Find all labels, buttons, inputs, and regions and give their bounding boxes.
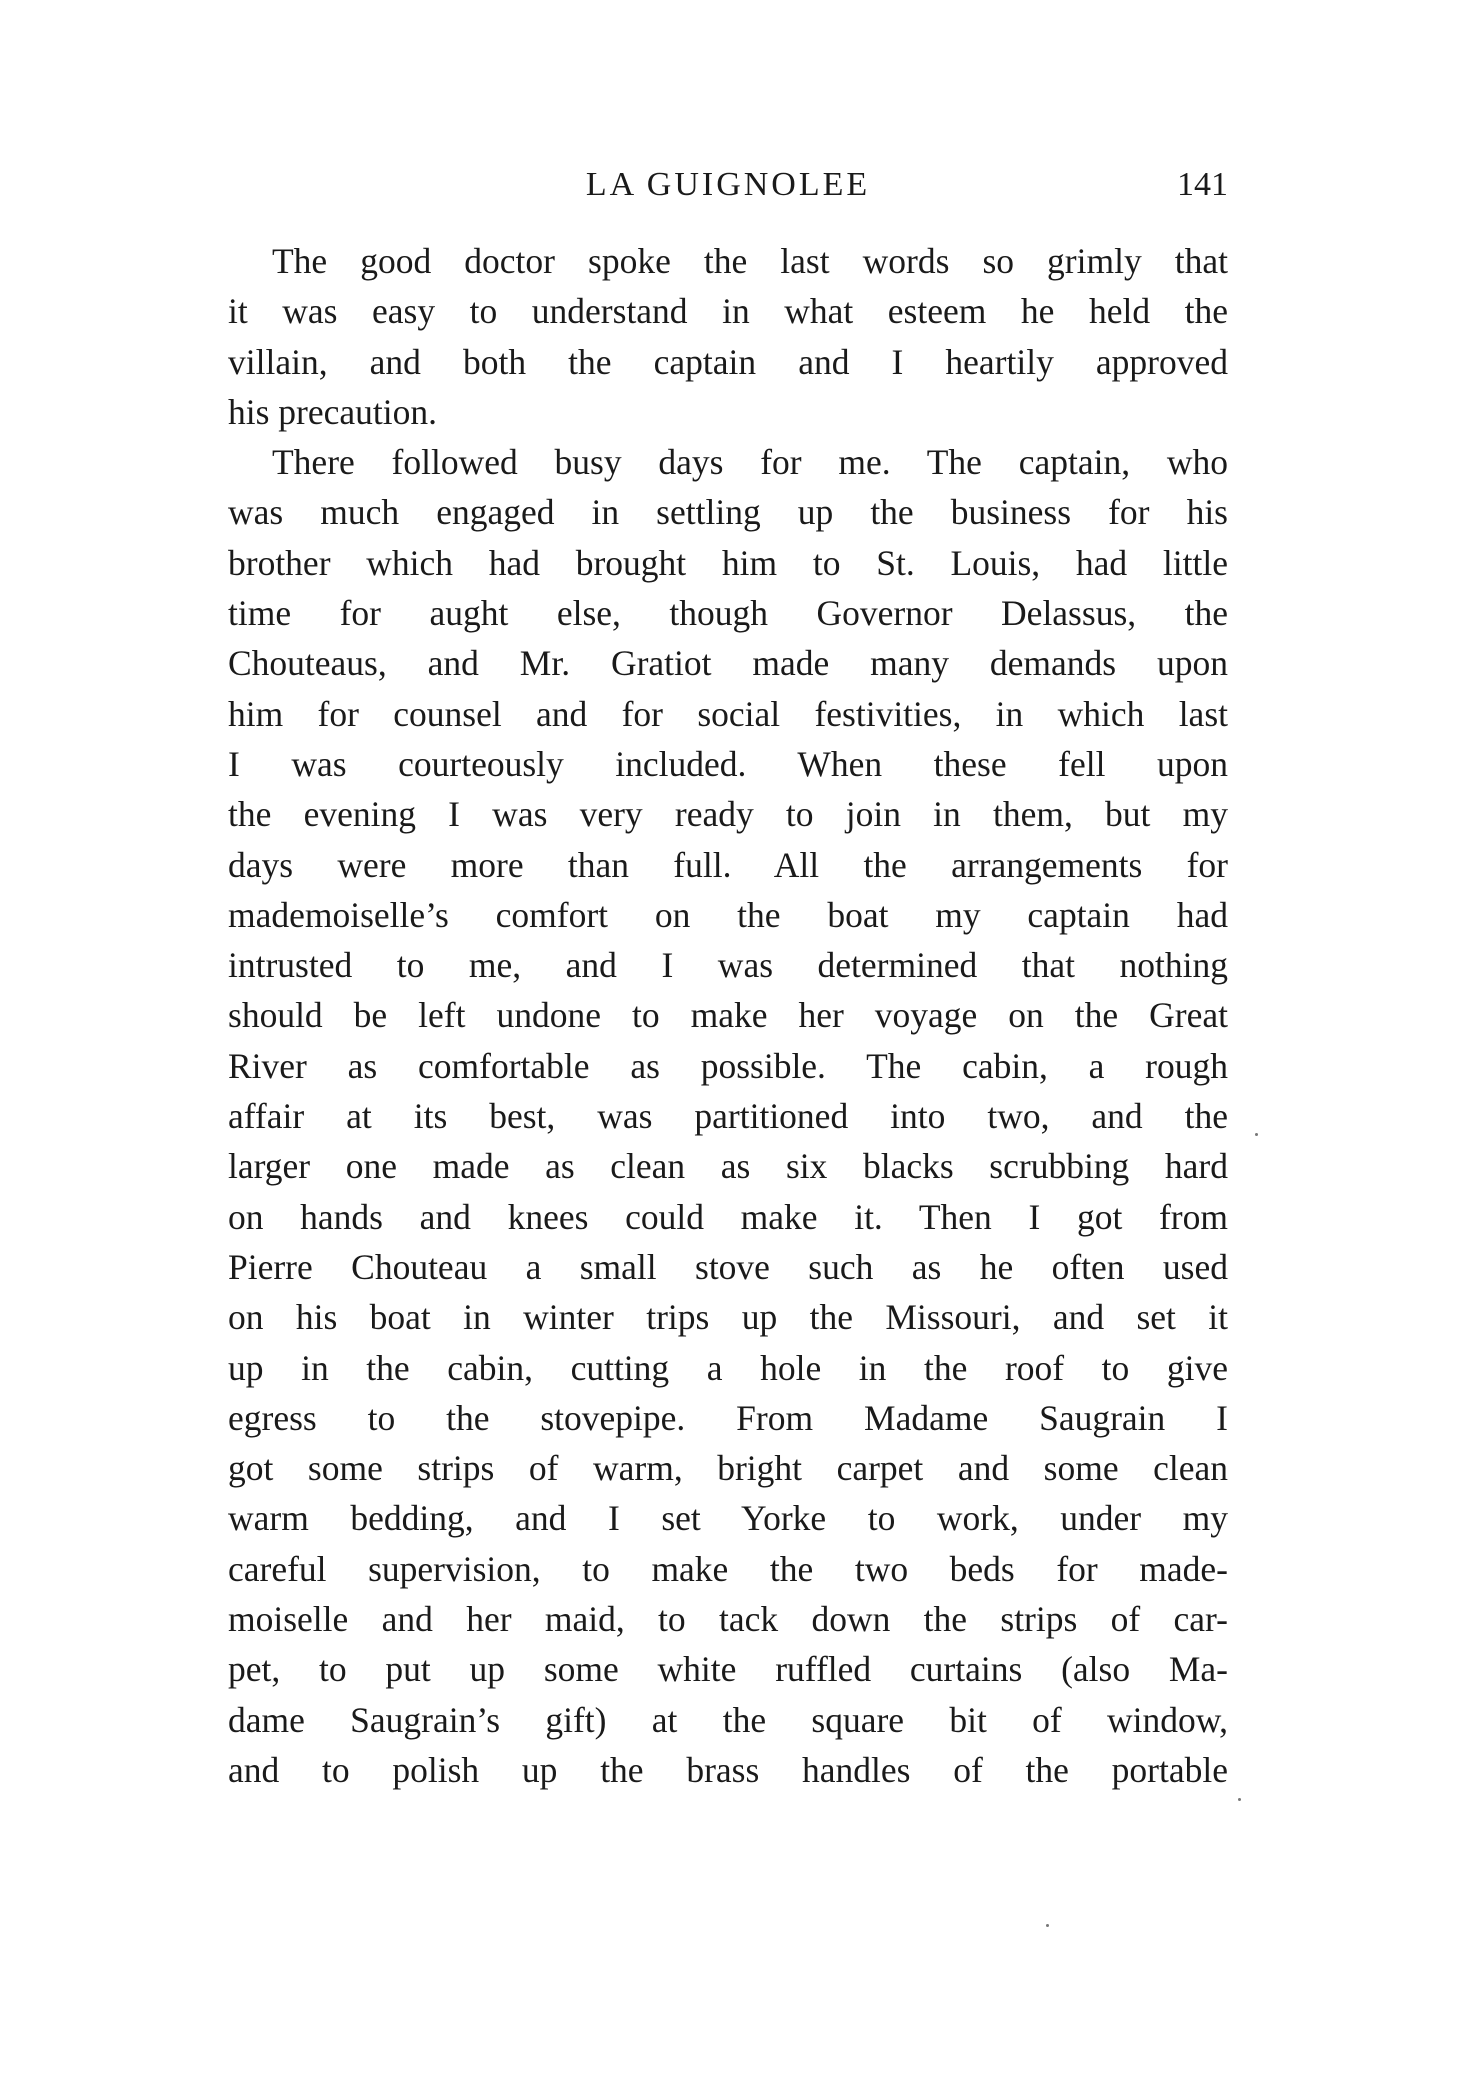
text-line: the evening I was very ready to join in them, but my (228, 794, 1228, 835)
scan-speck (1046, 1924, 1049, 1927)
text-line: was much engaged in settling up the business for his (228, 492, 1228, 533)
scan-speck (1255, 1133, 1258, 1136)
running-head (228, 160, 1228, 210)
paragraph-2 (228, 437, 1228, 1795)
body-text (228, 236, 1228, 1795)
text-line: brother which had brought him to St. Louis, had little (228, 542, 1228, 583)
text-line: dame Saugrain’s gift) at the square bit of window, (228, 1699, 1228, 1740)
text-line: villain, and both the captain and I heartily approved (228, 341, 1228, 382)
text-line: Chouteaus, and Mr. Gratiot made many demands upon (228, 643, 1228, 684)
text-line: Pierre Chouteau a small stove such as he often used (228, 1246, 1228, 1287)
text-line: careful supervision, to make the two beds for made- (228, 1548, 1228, 1589)
text-line: mademoiselle’s comfort on the boat my captain had (228, 894, 1228, 935)
text-line: it was easy to understand in what esteem he held the (228, 291, 1228, 332)
scan-speck (1238, 1798, 1241, 1801)
text-line: got some strips of warm, bright carpet and some clean (228, 1448, 1228, 1489)
text-line: pet, to put up some white ruffled curtains (also Ma- (228, 1649, 1228, 1690)
text-line: moiselle and her maid, to tack down the strips of car- (228, 1599, 1228, 1640)
text-line: egress to the stovepipe. From Madame Saugrain I (228, 1397, 1228, 1438)
paragraph-1 (228, 236, 1228, 437)
text-line: I was courteously included. When these fell upon (228, 743, 1228, 784)
text-line: warm bedding, and I set Yorke to work, under my (228, 1498, 1228, 1539)
text-line: time for aught else, though Governor Delassus, the (228, 593, 1228, 634)
text-line: days were more than full. All the arrangements for (228, 844, 1228, 885)
page-number: 141 (1177, 166, 1228, 203)
text-line: River as comfortable as possible. The cabin, a rough (228, 1045, 1228, 1086)
text-line: on his boat in winter trips up the Missouri, and set it (228, 1297, 1228, 1338)
text-line: him for counsel and for social festivities, in which last (228, 693, 1228, 734)
text-line: his precaution. (228, 391, 437, 432)
text-line: intrusted to me, and I was determined that nothing (228, 945, 1228, 986)
text-line: There followed busy days for me. The captain, who (272, 442, 1228, 483)
text-line: larger one made as clean as six blacks scrubbing hard (228, 1146, 1228, 1187)
text-line: on hands and knees could make it. Then I got from (228, 1196, 1228, 1237)
text-line: up in the cabin, cutting a hole in the roof to give (228, 1347, 1228, 1388)
text-line: and to polish up the brass handles of the portable (228, 1749, 1228, 1790)
text-line: should be left undone to make her voyage on the Great (228, 995, 1228, 1036)
running-title: LA GUIGNOLEE (585, 166, 871, 203)
text-line: The good doctor spoke the last words so grimly that (272, 241, 1228, 281)
text-line: affair at its best, was partitioned into two, and the (228, 1096, 1228, 1137)
